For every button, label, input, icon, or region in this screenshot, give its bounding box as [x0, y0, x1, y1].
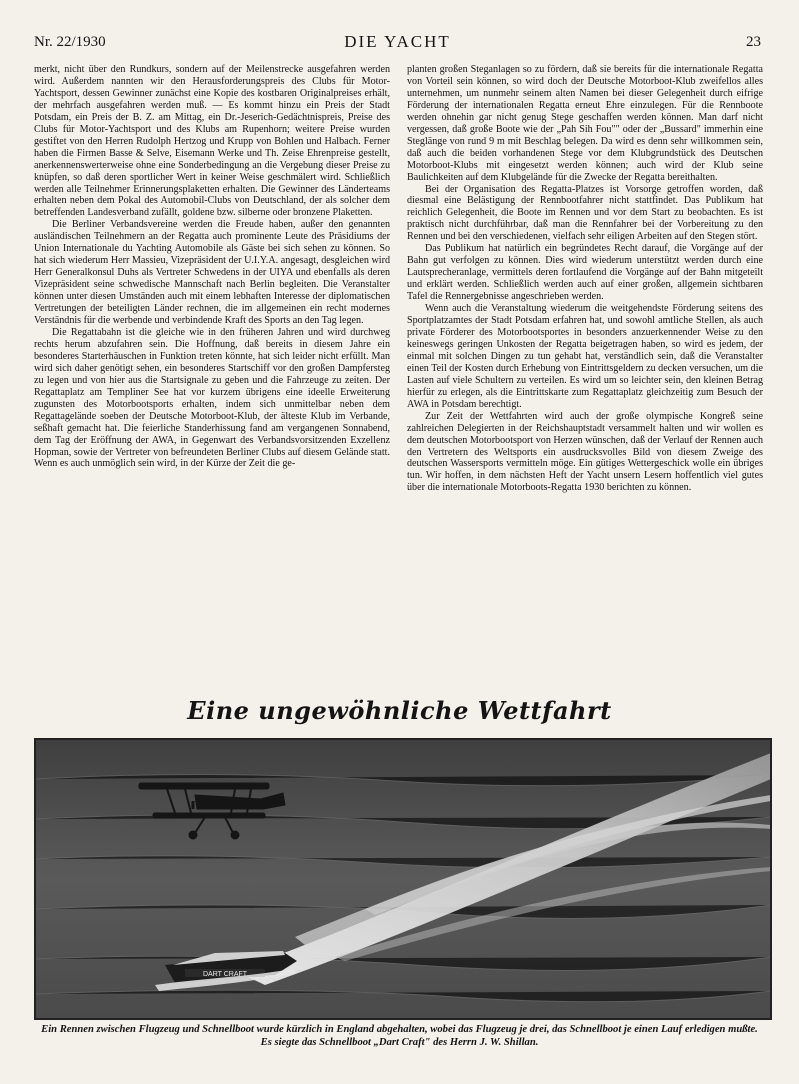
- paragraph: merkt, nicht über den Rundkurs, sondern auf der Meilenstrecke ausgefahren werden wird. Außerdem nannten wir den Herausforderungspreis des Clubs für Motor-Yachtsport, dessen Gewinner zunächst eine Kopie des kostbaren Originalpreises erhält, der mehrfach ausgefahren werden muß. — Es kommt hinzu ein Preis der Stadt Potsdam, ein Preis der B. Z. am Mittag, ein Dr.-Jeserich-Gedächtnispreis, Preise des Clubs für Motor-Yachtsport und des Klubs am Rupenhorn; weitere Preise wurden gestiftet von den Herren Rudolph Hertzog und Krupp von Bohlen und Halbach. Ferner haben die Firmen Basse & Selve, Eisemann Werke und Th. Zeise Ehrenpreise gestellt, anerkennenswerterweise ohne eine Sonderbedingung an die Vergebung dieser Preise zu knüpfen, so daß deren sportlicher Wert in keiner Weise geschmälert wird. Schließlich werden alle Teilnehmer Erinnerungsplaketten erhalten. Die Gewinner des Länderteams erhalten neben dem Pokal des Automobil-Clubs von Deutschland, der als solcher dem betreffenden Landesverband zufällt, goldene bzw. silberne oder bronzene Plaketten.: [34, 64, 390, 219]
- magazine-title: DIE YACHT: [344, 32, 451, 51]
- page-number: 23: [746, 34, 761, 50]
- photo-illustration: [35, 739, 771, 1019]
- paragraph: Die Regattabahn ist die gleiche wie in den früheren Jahren und wird durchweg rechts herum abzufahren sein. Die Hoffnung, daß bereits in diesem Jahre ein besonderes Starterhäuschen in Funktion treten könnte, hat sich leider nicht erfüllt. Man wird sich daher genötigt sehen, ein besonderes Startschiff vor den großen Dampfersteg zu legen und von hier aus die Startsignale zu geben und die Fahrzeuge zu zeiten. Der Regattaplatz am Templiner See hat vor kurzem übrigens eine ideelle Erweiterung zugunsten des Motorbootsports erhalten, indem sich unmittelbar neben dem Regattagelände soeben der Deutsche Motorboot-Klub, der älteste Klub im Verbande, seßhaft gemacht hat. Die feierliche Standerhissung fand am vergangenen Sonnabend, dem Tag der Eröffnung der AWA, in Gegenwart des Verbandsvorsitzenden Exzellenz Hopman, sowie der Vertreter von befreundeten Berliner Clubs auf diesem Gelände statt. Wenn es auch unmöglich sein wird, in der Kürze der Zeit die ge-: [34, 326, 390, 470]
- paragraph: planten großen Steganlagen so zu fördern, daß sie bereits für die internationale Regatta von Vorteil sein können, so wird doch der Deutsche Motorboot-Klub zweifellos alles unternehmen, um nunmehr seinem alten Namen bei dieser Gelegenheit durch eifrige Förderung der internationalen Regatta erneut Ehre einzulegen. Für die Rennboote werden ohnehin gar nicht genug Stege geschaffen werden können. Man darf nicht vergessen, daß große Boote wie der „Pah Sih Fou"" oder der „Bussard" immerhin eine Steglänge von rund 9 m mit Beschlag belegen. Da wird es denn sehr willkommen sein, daß auch die beiden vorhandenen Stege vor dem Klubgrundstück des Deutschen Motorboot-Klubs mit eingesetzt werden können; auch wird der Klub seine Baulichkeiten auf dem Klubgelände für die Zwecke der Regatta bereithalten.: [407, 64, 763, 183]
- paragraph: Das Publikum hat natürlich ein begründetes Recht darauf, die Vorgänge auf der Bahn gut verfolgen zu können. Dies wird wiederum unterstützt werden durch eine Lautsprecheranlage, vermittels deren fortlaufend die Vorgänge auf der Bahn mitgeteilt und erklärt werden. Schließlich werden auch auf einer großen, allgemein sichtbaren Tafel die Rennergebnisse angeschrieben werden.: [407, 243, 763, 303]
- paragraph: Bei der Organisation des Regatta-Platzes ist Vorsorge getroffen worden, daß diesmal eine Belästigung der Rennbootfahrer nicht stattfindet. Das Publikum hat reichlich Gelegenheit, die Boote im Rennen und vor dem Start zu beobachten. Es ist praktisch nicht durchführbar, daß man die Rennfahrer bei der Vorbereitung zu den Rennen und bei den verschiedenen, vielfach sehr eiligen Arbeiten auf den Stegen stört.: [407, 183, 763, 243]
- page-header: [34, 30, 761, 56]
- boat-hull-lettering: DART CRAFT: [203, 971, 248, 978]
- photo-caption: Ein Rennen zwischen Flugzeug und Schnellboot wurde kürzlich in England abgehalten, wobei das Flugzeug je drei, das Schnellboot je einen Lauf erledigen mußte. Es siegte das Schnellboot „Dart Craft" des Herrn J. W. Shillan.: [41, 1024, 758, 1048]
- race-photograph: [34, 738, 772, 1020]
- article-headline: Eine ungewöhnliche Wettfahrt: [187, 696, 612, 725]
- paragraph: Zur Zeit der Wettfahrten wird auch der große olympische Kongreß seine zahlreichen Delegierten in der Reichshauptstadt versammelt halten und wir wollen es dem deutschen Motorbootsport von Herzen wünschen, daß der Verlauf der Rennen auch den Vertretern des Weltsports ein ausdrucksvolles Bild von diesem Zweige des deutschen Wassersports vermitteln möge. Ein gütiges Wettergeschick wolle ein übriges tun. Wir hoffen, in dem nächsten Heft der Yacht unsern Lesern hoffentlich viel gutes über die internationale Motorboots-Regatta 1930 berichten zu können.: [407, 410, 763, 494]
- right-text-column: [407, 64, 763, 494]
- issue-number: Nr. 22/1930: [34, 34, 106, 50]
- paragraph: Die Berliner Verbandsvereine werden die Freude haben, außer den genannten ausländischen Teilnehmern an der Regatta auch prominente Leute des Präsidiums der Union Internationale du Yachting Automobile als Gäste bei sich sehen zu können. So hat sich wiederum Herr Massieu, Vizepräsident der U.I.Y.A. angesagt, desgleichen wird Herr Generalkonsul Duhs als Vertreter Schwedens in der UIYA und ebenfalls als deren Vizepräsident seine schwedische Mannschaft nach Berlin begleiten. Die Veranstalter können unter diesen Umständen auch mit einem lebhaften Interesse der diplomatischen Vertretungen der beteiligten Länder rechnen, die im allgemeinen ein recht modernes Verständnis für die werbende und verbindende Kraft des Sports an den Tag legen.: [34, 219, 390, 327]
- paragraph: Wenn auch die Veranstaltung wiederum die weitgehendste Förderung seitens des Sportplatzamtes der Stadt Potsdam erfahren hat, und sowohl amtliche Stellen, als auch private Förderer des Motorbootsportes in besonders anzuerkennender Weise zu den keineswegs geringen Unkosten der Regatta beigetragen haben, so wird es jedem, der einmal mit solchen Dingen zu tun gehabt hat, verständlich sein, daß die Veranstalter einen Teil der Kosten durch Erhebung von Eintrittsgeldern zu decken versuchen, um die Lasten auf viele Schultern zu verteilen. Es wird um so leichter sein, den kleinen Betrag hierfür zu erlegen, als die Eintrittskarte zum Regattaplatz gleichzeitig zum Besuch der AWA in Potsdam berechtigt.: [407, 303, 763, 410]
- left-text-column: [34, 64, 390, 470]
